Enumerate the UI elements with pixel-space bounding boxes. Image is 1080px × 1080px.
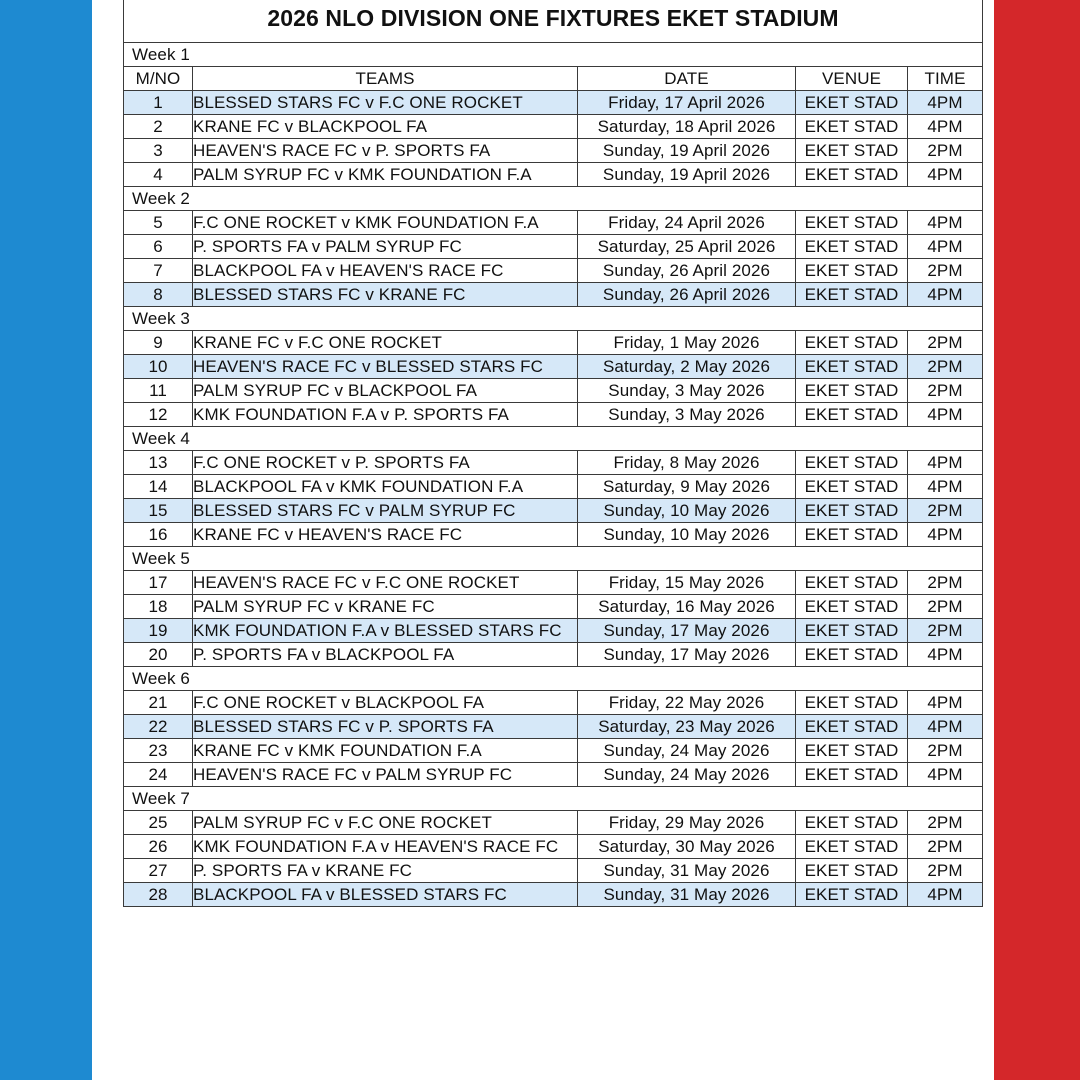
match-time: 4PM [908,163,983,187]
match-date: Sunday, 17 May 2026 [578,619,796,643]
match-date: Sunday, 19 April 2026 [578,163,796,187]
left-color-band [0,0,92,1080]
match-teams: KMK FOUNDATION F.A v P. SPORTS FA [193,403,578,427]
fixture-row [124,619,983,643]
match-date: Sunday, 26 April 2026 [578,283,796,307]
match-venue: EKET STAD [796,163,908,187]
fixture-row [124,691,983,715]
match-time: 2PM [908,835,983,859]
match-number: 12 [124,403,193,427]
match-date: Sunday, 10 May 2026 [578,523,796,547]
fixture-row [124,115,983,139]
match-teams: BLESSED STARS FC v F.C ONE ROCKET [193,91,578,115]
match-date: Saturday, 25 April 2026 [578,235,796,259]
match-teams: KMK FOUNDATION F.A v BLESSED STARS FC [193,619,578,643]
match-date: Friday, 29 May 2026 [578,811,796,835]
match-venue: EKET STAD [796,571,908,595]
match-date: Sunday, 3 May 2026 [578,403,796,427]
match-time: 4PM [908,283,983,307]
match-venue: EKET STAD [796,523,908,547]
match-venue: EKET STAD [796,283,908,307]
match-teams: P. SPORTS FA v BLACKPOOL FA [193,643,578,667]
match-time: 2PM [908,619,983,643]
match-time: 4PM [908,451,983,475]
match-number: 22 [124,715,193,739]
week-row [124,43,983,67]
week-label: Week 4 [124,427,983,451]
match-number: 19 [124,619,193,643]
match-teams: F.C ONE ROCKET v BLACKPOOL FA [193,691,578,715]
fixture-row [124,739,983,763]
match-time: 2PM [908,739,983,763]
match-time: 2PM [908,379,983,403]
match-date: Saturday, 2 May 2026 [578,355,796,379]
match-time: 4PM [908,643,983,667]
match-date: Friday, 17 April 2026 [578,91,796,115]
match-time: 2PM [908,811,983,835]
week-label: Week 5 [124,547,983,571]
week-row [124,187,983,211]
week-label: Week 1 [124,43,983,67]
fixture-row [124,163,983,187]
right-color-band [994,0,1080,1080]
fixture-row [124,715,983,739]
fixture-row [124,235,983,259]
title-row [124,0,983,43]
match-teams: KRANE FC v KMK FOUNDATION F.A [193,739,578,763]
fixture-row [124,835,983,859]
match-teams: HEAVEN'S RACE FC v PALM SYRUP FC [193,763,578,787]
match-time: 2PM [908,499,983,523]
fixture-row [124,523,983,547]
page-title: 2026 NLO DIVISION ONE FIXTURES EKET STADIUM [124,0,983,43]
match-number: 26 [124,835,193,859]
match-teams: PALM SYRUP FC v BLACKPOOL FA [193,379,578,403]
fixture-row [124,403,983,427]
fixtures-table [123,0,983,907]
match-venue: EKET STAD [796,739,908,763]
match-time: 2PM [908,139,983,163]
match-number: 16 [124,523,193,547]
fixture-row [124,763,983,787]
match-number: 13 [124,451,193,475]
week-row [124,787,983,811]
match-teams: BLESSED STARS FC v KRANE FC [193,283,578,307]
header-time: TIME [908,67,983,91]
fixture-row [124,883,983,907]
week-label: Week 6 [124,667,983,691]
match-time: 4PM [908,523,983,547]
match-teams: HEAVEN'S RACE FC v F.C ONE ROCKET [193,571,578,595]
match-venue: EKET STAD [796,403,908,427]
match-number: 6 [124,235,193,259]
fixtures-body [124,43,983,907]
match-teams: HEAVEN'S RACE FC v P. SPORTS FA [193,139,578,163]
match-venue: EKET STAD [796,883,908,907]
match-time: 2PM [908,355,983,379]
match-teams: F.C ONE ROCKET v P. SPORTS FA [193,451,578,475]
match-date: Sunday, 10 May 2026 [578,499,796,523]
match-time: 2PM [908,595,983,619]
match-venue: EKET STAD [796,811,908,835]
match-venue: EKET STAD [796,235,908,259]
match-teams: PALM SYRUP FC v KMK FOUNDATION F.A [193,163,578,187]
fixture-row [124,259,983,283]
fixture-row [124,475,983,499]
fixture-row [124,331,983,355]
match-time: 2PM [908,259,983,283]
match-number: 25 [124,811,193,835]
match-number: 10 [124,355,193,379]
match-number: 18 [124,595,193,619]
match-venue: EKET STAD [796,859,908,883]
fixtures-sheet [92,0,994,1080]
column-header-row [124,67,983,91]
match-venue: EKET STAD [796,211,908,235]
match-date: Saturday, 23 May 2026 [578,715,796,739]
match-date: Friday, 15 May 2026 [578,571,796,595]
match-number: 28 [124,883,193,907]
match-venue: EKET STAD [796,475,908,499]
match-time: 2PM [908,571,983,595]
week-row [124,427,983,451]
match-teams: KMK FOUNDATION F.A v HEAVEN'S RACE FC [193,835,578,859]
match-venue: EKET STAD [796,139,908,163]
week-row [124,667,983,691]
match-teams: BLACKPOOL FA v BLESSED STARS FC [193,883,578,907]
match-teams: KRANE FC v BLACKPOOL FA [193,115,578,139]
fixture-row [124,643,983,667]
match-venue: EKET STAD [796,835,908,859]
match-venue: EKET STAD [796,355,908,379]
match-teams: BLESSED STARS FC v P. SPORTS FA [193,715,578,739]
match-teams: BLACKPOOL FA v KMK FOUNDATION F.A [193,475,578,499]
match-venue: EKET STAD [796,115,908,139]
match-date: Sunday, 3 May 2026 [578,379,796,403]
fixture-row [124,859,983,883]
match-number: 8 [124,283,193,307]
match-venue: EKET STAD [796,91,908,115]
match-time: 4PM [908,475,983,499]
match-venue: EKET STAD [796,715,908,739]
match-number: 23 [124,739,193,763]
match-venue: EKET STAD [796,331,908,355]
fixture-row [124,811,983,835]
match-time: 4PM [908,715,983,739]
match-number: 7 [124,259,193,283]
match-teams: KRANE FC v F.C ONE ROCKET [193,331,578,355]
fixture-row [124,595,983,619]
match-venue: EKET STAD [796,259,908,283]
match-number: 9 [124,331,193,355]
match-time: 4PM [908,91,983,115]
match-date: Friday, 22 May 2026 [578,691,796,715]
match-venue: EKET STAD [796,643,908,667]
fixture-row [124,499,983,523]
match-venue: EKET STAD [796,763,908,787]
match-venue: EKET STAD [796,451,908,475]
match-date: Friday, 24 April 2026 [578,211,796,235]
match-date: Sunday, 24 May 2026 [578,763,796,787]
week-label: Week 3 [124,307,983,331]
match-number: 4 [124,163,193,187]
match-number: 2 [124,115,193,139]
match-date: Saturday, 9 May 2026 [578,475,796,499]
fixture-row [124,211,983,235]
header-venue: VENUE [796,67,908,91]
match-teams: KRANE FC v HEAVEN'S RACE FC [193,523,578,547]
match-teams: HEAVEN'S RACE FC v BLESSED STARS FC [193,355,578,379]
fixture-row [124,355,983,379]
match-number: 14 [124,475,193,499]
match-number: 5 [124,211,193,235]
fixture-row [124,571,983,595]
fixture-row [124,451,983,475]
match-date: Friday, 1 May 2026 [578,331,796,355]
match-date: Friday, 8 May 2026 [578,451,796,475]
match-teams: PALM SYRUP FC v KRANE FC [193,595,578,619]
week-row [124,547,983,571]
match-number: 3 [124,139,193,163]
match-number: 11 [124,379,193,403]
match-time: 4PM [908,115,983,139]
week-row [124,307,983,331]
match-date: Sunday, 19 April 2026 [578,139,796,163]
fixture-row [124,91,983,115]
match-number: 27 [124,859,193,883]
match-date: Sunday, 24 May 2026 [578,739,796,763]
match-venue: EKET STAD [796,595,908,619]
match-venue: EKET STAD [796,619,908,643]
match-teams: F.C ONE ROCKET v KMK FOUNDATION F.A [193,211,578,235]
match-date: Sunday, 31 May 2026 [578,883,796,907]
match-number: 1 [124,91,193,115]
match-teams: BLACKPOOL FA v HEAVEN'S RACE FC [193,259,578,283]
match-number: 21 [124,691,193,715]
match-time: 4PM [908,235,983,259]
fixture-row [124,379,983,403]
match-date: Sunday, 17 May 2026 [578,643,796,667]
match-number: 24 [124,763,193,787]
match-number: 17 [124,571,193,595]
match-time: 4PM [908,691,983,715]
fixture-row [124,139,983,163]
match-date: Sunday, 31 May 2026 [578,859,796,883]
match-teams: P. SPORTS FA v PALM SYRUP FC [193,235,578,259]
match-teams: P. SPORTS FA v KRANE FC [193,859,578,883]
fixture-row [124,283,983,307]
header-mno: M/NO [124,67,193,91]
match-teams: PALM SYRUP FC v F.C ONE ROCKET [193,811,578,835]
week-label: Week 7 [124,787,983,811]
match-time: 4PM [908,211,983,235]
match-time: 4PM [908,763,983,787]
match-number: 20 [124,643,193,667]
match-date: Saturday, 16 May 2026 [578,595,796,619]
match-time: 4PM [908,883,983,907]
week-label: Week 2 [124,187,983,211]
match-venue: EKET STAD [796,379,908,403]
match-venue: EKET STAD [796,691,908,715]
header-date: DATE [578,67,796,91]
match-date: Saturday, 18 April 2026 [578,115,796,139]
match-teams: BLESSED STARS FC v PALM SYRUP FC [193,499,578,523]
header-teams: TEAMS [193,67,578,91]
match-time: 4PM [908,403,983,427]
match-time: 2PM [908,331,983,355]
match-date: Saturday, 30 May 2026 [578,835,796,859]
match-venue: EKET STAD [796,499,908,523]
match-time: 2PM [908,859,983,883]
match-number: 15 [124,499,193,523]
match-date: Sunday, 26 April 2026 [578,259,796,283]
